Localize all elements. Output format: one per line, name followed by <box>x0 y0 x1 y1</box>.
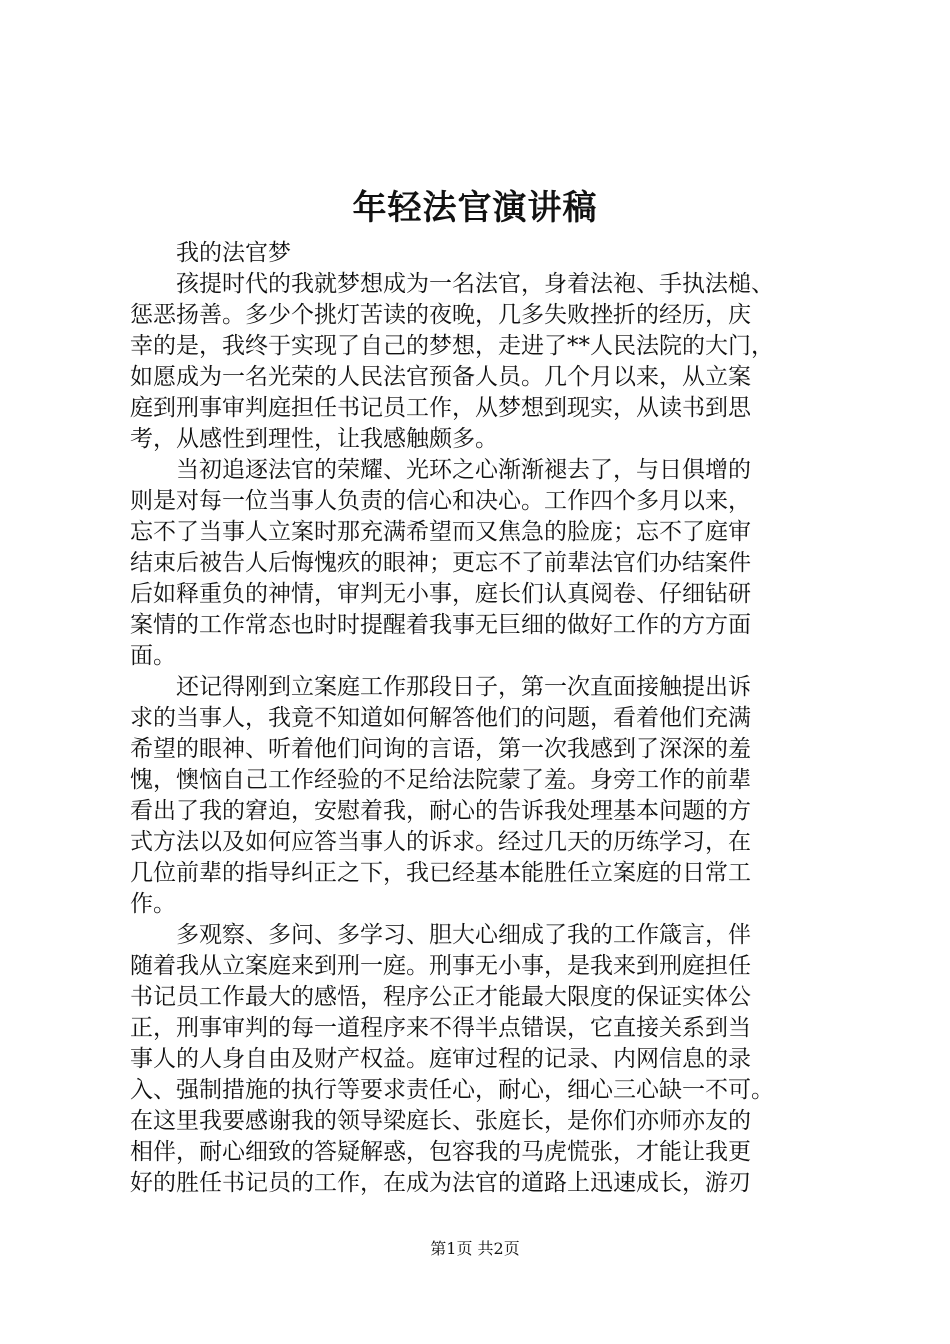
body-line: 多观察、多问、多学习、胆大心细成了我的工作箴言，伴 <box>130 922 751 948</box>
body-line: 还记得刚到立案庭工作那段日子，第一次直面接触提出诉 <box>130 674 751 700</box>
body-line: 求的当事人，我竟不知道如何解答他们的问题，看着他们充满 <box>130 705 751 731</box>
body-line: 面。 <box>130 643 176 669</box>
body-line: 好的胜任书记员的工作，在成为法官的道路上迅速成长，游刃 <box>130 1170 751 1196</box>
body-line: 惩恶扬善。多少个挑灯苦读的夜晚，几多失败挫折的经历，庆 <box>130 302 751 328</box>
body-line: 希望的眼神、听着他们问询的言语，第一次我感到了深深的羞 <box>130 736 751 762</box>
body-line: 当初追逐法官的荣耀、光环之心渐渐褪去了，与日俱增的 <box>130 457 751 483</box>
body-line: 则是对每一位当事人负责的信心和决心。工作四个多月以来， <box>130 488 751 514</box>
body-line: 书记员工作最大的感悟，程序公正才能最大限度的保证实体公 <box>130 984 751 1010</box>
body-line: 幸的是，我终于实现了自己的梦想，走进了**人民法院的大门， <box>130 333 774 359</box>
document-title: 年轻法官演讲稿 <box>352 188 598 228</box>
body-line: 忘不了当事人立案时那充满希望而又焦急的脸庞；忘不了庭审 <box>130 519 751 545</box>
page-footer: 第1页 共2页 <box>430 1239 520 1258</box>
body-line: 正，刑事审判的每一道程序来不得半点错误，它直接关系到当 <box>130 1015 751 1041</box>
body-line: 看出了我的窘迫，安慰着我，耐心的告诉我处理基本问题的方 <box>130 798 751 824</box>
body-line: 相伴，耐心细致的答疑解惑，包容我的马虎慌张，才能让我更 <box>130 1139 751 1165</box>
body-line: 后如释重负的神情，审判无小事，庭长们认真阅卷、仔细钻研 <box>130 581 751 607</box>
document-body <box>130 238 852 1199</box>
body-line: 庭到刑事审判庭担任书记员工作，从梦想到现实，从读书到思 <box>130 395 751 421</box>
body-line: 式方法以及如何应答当事人的诉求。经过几天的历练学习，在 <box>130 829 751 855</box>
body-line: 作。 <box>130 891 176 917</box>
body-line: 随着我从立案庭来到刑一庭。刑事无小事，是我来到刑庭担任 <box>130 953 751 979</box>
body-line: 几位前辈的指导纠正之下，我已经基本能胜任立案庭的日常工 <box>130 860 751 886</box>
body-line: 结束后被告人后悔愧疚的眼神；更忘不了前辈法官们办结案件 <box>130 550 751 576</box>
body-line: 事人的人身自由及财产权益。庭审过程的记录、内网信息的录 <box>130 1046 751 1072</box>
body-line: 孩提时代的我就梦想成为一名法官，身着法袍、手执法槌、 <box>130 271 774 297</box>
body-line: 考，从感性到理性，让我感触颇多。 <box>130 426 498 452</box>
body-line: 在这里我要感谢我的领导梁庭长、张庭长，是你们亦师亦友的 <box>130 1108 751 1134</box>
body-line: 我的法官梦 <box>130 240 291 266</box>
body-line: 如愿成为一名光荣的人民法官预备人员。几个月以来，从立案 <box>130 364 751 390</box>
body-line: 入、强制措施的执行等要求责任心，耐心，细心三心缺一不可。 <box>130 1077 774 1103</box>
body-line: 案情的工作常态也时时提醒着我事无巨细的做好工作的方方面 <box>130 612 751 638</box>
body-line: 愧，懊恼自己工作经验的不足给法院蒙了羞。身旁工作的前辈 <box>130 767 751 793</box>
